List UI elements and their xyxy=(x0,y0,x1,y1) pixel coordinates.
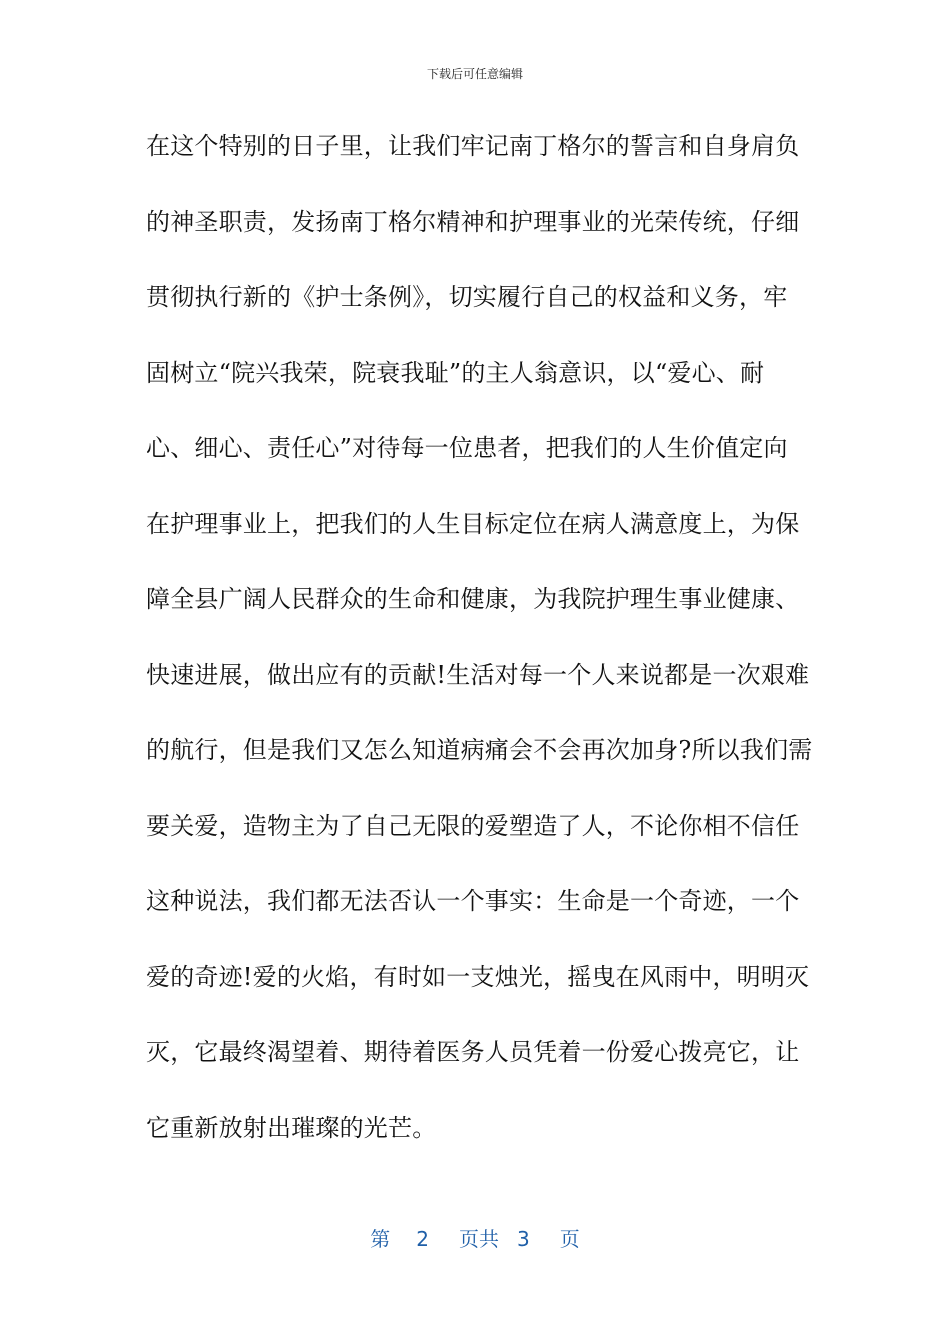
footer-middle: 页共 xyxy=(459,1227,499,1251)
body-line-13: 灭，它最终渴望着、期待着医务人员凭着一份爱心拨亮它，让 xyxy=(146,1038,800,1066)
body-line-6: 在护理事业上，把我们的人生目标定位在病人满意度上，为保 xyxy=(146,509,800,538)
body-line-14: 它重新放射出璀璨的光芒。 xyxy=(146,1113,437,1142)
footer-prefix: 第 xyxy=(370,1227,391,1251)
body-line-7: 障全县广阔人民群众的生命和健康，为我院护理生事业健康、 xyxy=(146,585,800,613)
body-line-8: 快速进展，做出应有的贡献!生活对每一个人来说都是一次艰难 xyxy=(146,660,810,689)
body-line-11: 这种说法，我们都无法否认一个事实：生命是一个奇迹，一个 xyxy=(146,887,800,915)
page-footer xyxy=(0,1226,950,1252)
footer-current-page: 2 xyxy=(416,1227,429,1251)
footer-suffix: 页 xyxy=(559,1227,580,1251)
body-line-12: 爱的奇迹!爱的火焰，有时如一支烛光，摇曳在风雨中，明明灭 xyxy=(146,962,810,991)
body-line-4: 固树立“院兴我荣，院衰我耻”的主人翁意识，以“爱心、耐 xyxy=(146,358,765,387)
footer-total-pages: 3 xyxy=(517,1227,530,1251)
document-body xyxy=(146,126,813,1183)
body-line-3: 贯彻执行新的《护士条例》，切实履行自己的权益和义务，牢 xyxy=(146,283,788,311)
body-line-9: 的航行，但是我们又怎么知道病痛会不会再次加身?所以我们需 xyxy=(146,736,813,764)
page-header: 下载后可任意编辑 xyxy=(426,67,523,81)
body-line-5: 心、细心、责任心”对待每一位患者，把我们的人生价值定向 xyxy=(146,434,788,462)
body-line-10: 要关爱，造物主为了自己无限的爱塑造了人，不论你相不信任 xyxy=(146,811,800,840)
body-line-2: 的神圣职责，发扬南丁格尔精神和护理事业的光荣传统，仔细 xyxy=(146,207,800,236)
body-line-1: 在这个特别的日子里，让我们牢记南丁格尔的誓言和自身肩负 xyxy=(146,132,800,160)
